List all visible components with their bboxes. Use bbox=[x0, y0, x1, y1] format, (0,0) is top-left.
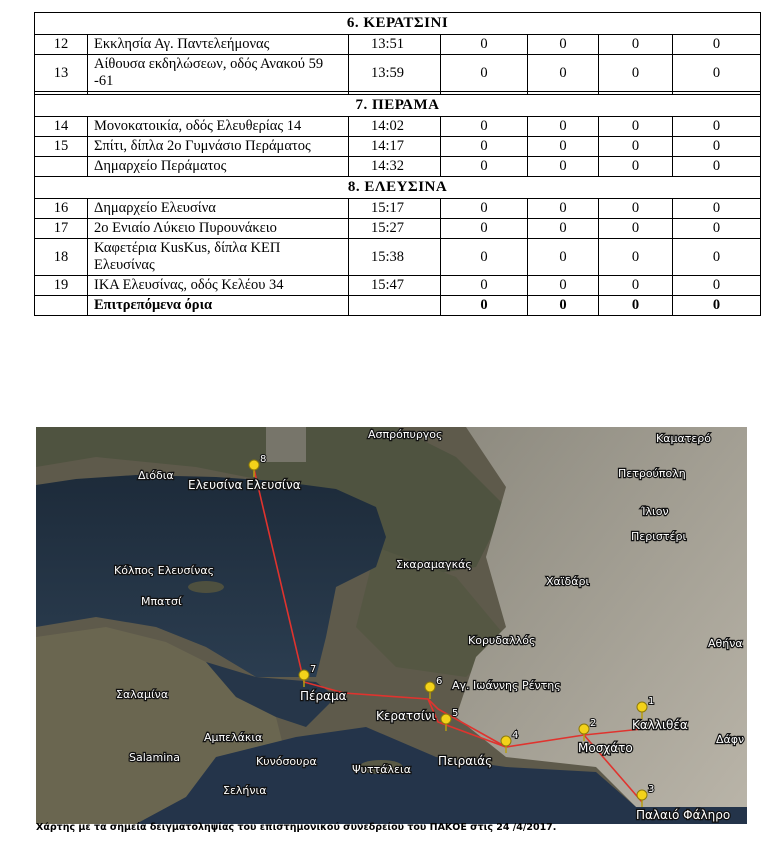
label-elefsina: Ελευσίνα Ελευσίνα bbox=[188, 478, 301, 492]
pin-4-number: 4 bbox=[512, 730, 519, 741]
row-number: 17 bbox=[35, 219, 88, 239]
label-salamina: Σαλαμίνα bbox=[116, 688, 169, 701]
label-ilion: Ίλιον bbox=[641, 505, 669, 518]
row-value: 0 bbox=[528, 137, 599, 157]
row-value: 0 bbox=[528, 239, 599, 276]
table-row bbox=[35, 276, 761, 296]
row-value: 0 bbox=[673, 137, 761, 157]
section-header bbox=[35, 13, 761, 35]
row-number: 16 bbox=[35, 199, 88, 219]
row-location: Αίθουσα εκδηλώσεων, οδός Ανακού 59 -61 bbox=[88, 55, 349, 92]
label-gulf: Κόλπος Ελευσίνας bbox=[114, 564, 215, 577]
label-perama: Πέραμα bbox=[300, 689, 347, 703]
table-row bbox=[35, 199, 761, 219]
row-time: 13:59 bbox=[349, 55, 441, 92]
total-value: 0 bbox=[441, 296, 528, 316]
map-svg bbox=[36, 427, 747, 824]
gulf-islet bbox=[188, 581, 224, 593]
row-value: 0 bbox=[528, 157, 599, 177]
label-athina: Αθήνα bbox=[708, 637, 743, 650]
section-title: 8. ΕΛΕΥΣΙΝΑ bbox=[35, 177, 761, 199]
total-spacer bbox=[35, 296, 88, 316]
map-caption: Χάρτης με τα σημεία δειγματοληψίας του επιστημονικού συνεδρείου του ΠΑΚΟΕ στις 24 /4/2017. bbox=[36, 822, 557, 833]
section-header bbox=[35, 95, 761, 117]
label-psyttaleia: Ψυττάλεια bbox=[352, 763, 411, 776]
row-location: Εκκλησία Αγ. Παντελεήμονας bbox=[88, 35, 349, 55]
pin-1-number: 1 bbox=[648, 696, 655, 707]
row-value: 0 bbox=[441, 157, 528, 177]
label-petroupoli: Πετρούπολη bbox=[618, 467, 686, 480]
row-number: 13 bbox=[35, 55, 88, 92]
row-value: 0 bbox=[673, 276, 761, 296]
table-row bbox=[35, 157, 761, 177]
row-number: 18 bbox=[35, 239, 88, 276]
row-value: 0 bbox=[673, 239, 761, 276]
row-number: 12 bbox=[35, 35, 88, 55]
row-value: 0 bbox=[528, 199, 599, 219]
row-value: 0 bbox=[599, 199, 673, 219]
label-faliro: Παλαιό Φάληρο bbox=[636, 808, 731, 822]
row-time: 14:32 bbox=[349, 157, 441, 177]
table-row bbox=[35, 137, 761, 157]
table-row bbox=[35, 117, 761, 137]
label-dafni: Δάφν bbox=[716, 733, 745, 746]
row-time: 15:17 bbox=[349, 199, 441, 219]
row-value: 0 bbox=[673, 157, 761, 177]
total-label: Επιτρεπόμενα όρια bbox=[88, 296, 349, 316]
row-value: 0 bbox=[528, 117, 599, 137]
row-time: 14:02 bbox=[349, 117, 441, 137]
label-kynosoura: Κυνόσουρα bbox=[256, 755, 317, 768]
row-value: 0 bbox=[441, 219, 528, 239]
label-kallithea: Καλλιθέα bbox=[632, 718, 688, 732]
label-haidari: Χαϊδάρι bbox=[546, 575, 590, 588]
total-value: 0 bbox=[599, 296, 673, 316]
row-number: 14 bbox=[35, 117, 88, 137]
row-value: 0 bbox=[441, 137, 528, 157]
row-value: 0 bbox=[441, 55, 528, 92]
row-value: 0 bbox=[673, 35, 761, 55]
row-value: 0 bbox=[673, 117, 761, 137]
row-time: 13:51 bbox=[349, 35, 441, 55]
row-location: Καφετέρια KusKus, δίπλα ΚΕΠ Ελευσίνας bbox=[88, 239, 349, 276]
row-value: 0 bbox=[673, 199, 761, 219]
row-value: 0 bbox=[441, 199, 528, 219]
row-location: 2ο Ενιαίο Λύκειο Πυρουνάκειο bbox=[88, 219, 349, 239]
label-mpatsi: Μπατσί bbox=[141, 595, 182, 608]
row-number: 15 bbox=[35, 137, 88, 157]
row-value: 0 bbox=[599, 276, 673, 296]
label-skaramagkas: Σκαραμαγκάς bbox=[396, 558, 472, 571]
route-map bbox=[36, 427, 747, 824]
section-title: 6. ΚΕΡΑΤΣΙΝΙ bbox=[35, 13, 761, 35]
section-header bbox=[35, 177, 761, 199]
row-value: 0 bbox=[441, 35, 528, 55]
row-value: 0 bbox=[673, 55, 761, 92]
total-value: 0 bbox=[673, 296, 761, 316]
pin-5-number: 5 bbox=[452, 708, 459, 719]
row-value: 0 bbox=[441, 276, 528, 296]
total-value: 0 bbox=[528, 296, 599, 316]
row-value: 0 bbox=[599, 157, 673, 177]
label-diodia: Διόδια bbox=[138, 469, 174, 482]
row-location: Δημαρχείο Περάματος bbox=[88, 157, 349, 177]
measurements-table bbox=[34, 12, 761, 316]
pin-3-number: 3 bbox=[648, 784, 655, 795]
row-location: Μονοκατοικία, οδός Ελευθερίας 14 bbox=[88, 117, 349, 137]
row-time: 15:47 bbox=[349, 276, 441, 296]
row-time: 14:17 bbox=[349, 137, 441, 157]
row-time: 15:27 bbox=[349, 219, 441, 239]
table-row bbox=[35, 219, 761, 239]
row-value: 0 bbox=[599, 35, 673, 55]
label-salamina-en: Salamina bbox=[129, 751, 181, 764]
label-korydallos: Κορυδαλλός bbox=[468, 634, 536, 647]
label-peristeri: Περιστέρι bbox=[631, 530, 687, 543]
row-location: Δημαρχείο Ελευσίνα bbox=[88, 199, 349, 219]
row-value: 0 bbox=[528, 35, 599, 55]
pin-8-number: 8 bbox=[260, 454, 267, 465]
table-row bbox=[35, 239, 761, 276]
label-aspropyrgos: Ασπρόπυργος bbox=[368, 428, 443, 441]
label-kamatero: Καματερό bbox=[656, 432, 711, 445]
row-number bbox=[35, 157, 88, 177]
row-location: Σπίτι, δίπλα 2ο Γυμνάσιο Περάματος bbox=[88, 137, 349, 157]
label-renti: Αγ. Ιωάννης Ρέντης bbox=[452, 679, 561, 692]
row-value: 0 bbox=[599, 239, 673, 276]
label-ampelakia: Αμπελάκια bbox=[204, 731, 263, 744]
airfield bbox=[266, 427, 306, 462]
row-value: 0 bbox=[441, 239, 528, 276]
table-row bbox=[35, 55, 761, 92]
label-keratsini: Κερατσίνι bbox=[376, 709, 436, 723]
pin-2-number: 2 bbox=[590, 718, 597, 729]
row-time: 15:38 bbox=[349, 239, 441, 276]
row-value: 0 bbox=[599, 137, 673, 157]
total-time-spacer bbox=[349, 296, 441, 316]
row-value: 0 bbox=[599, 55, 673, 92]
row-value: 0 bbox=[528, 219, 599, 239]
pin-6-number: 6 bbox=[436, 676, 443, 687]
row-value: 0 bbox=[528, 276, 599, 296]
label-selinia: Σελήνια bbox=[223, 784, 267, 797]
row-value: 0 bbox=[599, 117, 673, 137]
row-value: 0 bbox=[528, 55, 599, 92]
section-title: 7. ΠΕΡΑΜΑ bbox=[35, 95, 761, 117]
row-value: 0 bbox=[673, 219, 761, 239]
table-row bbox=[35, 35, 761, 55]
label-moschato: Μοσχάτο bbox=[578, 741, 633, 755]
row-value: 0 bbox=[441, 117, 528, 137]
label-piraeus: Πειραιάς bbox=[438, 754, 493, 768]
row-number: 19 bbox=[35, 276, 88, 296]
total-row bbox=[35, 296, 761, 316]
pin-7-number: 7 bbox=[310, 664, 317, 675]
row-value: 0 bbox=[599, 219, 673, 239]
row-location: ΙΚΑ Ελευσίνας, οδός Κελέου 34 bbox=[88, 276, 349, 296]
